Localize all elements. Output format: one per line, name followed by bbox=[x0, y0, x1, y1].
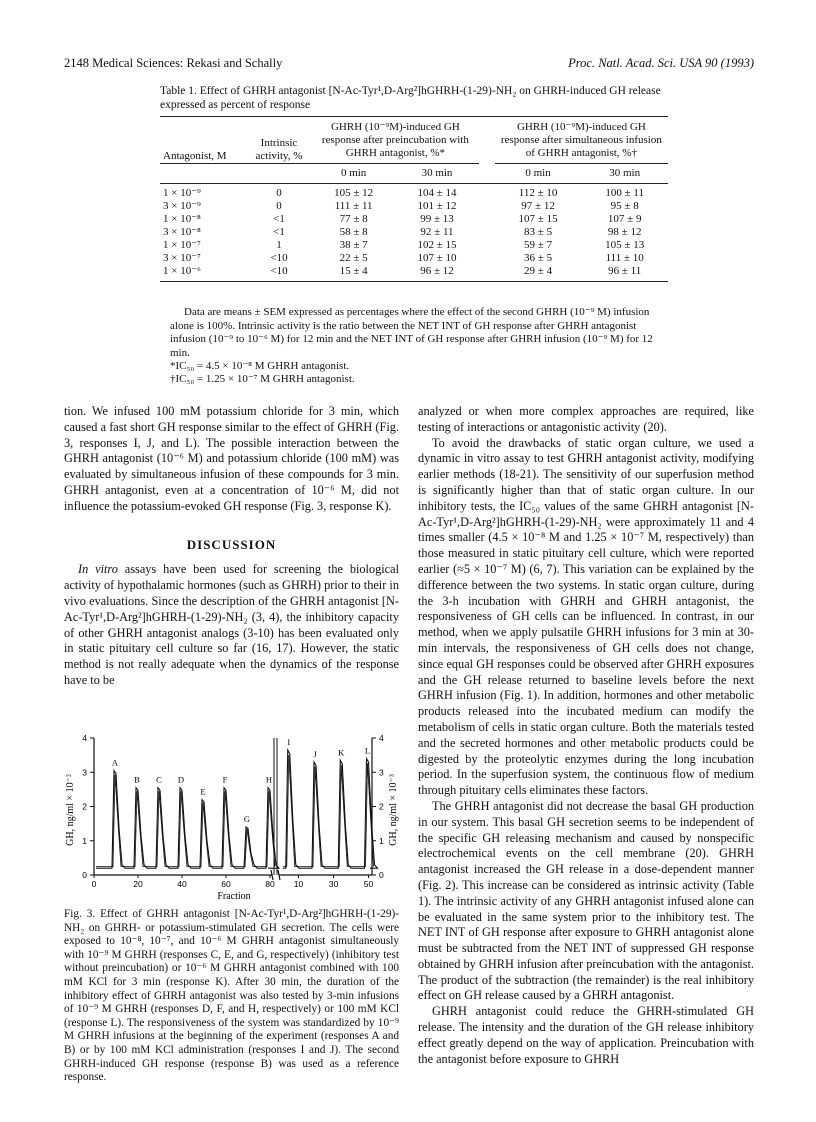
table-cell: 105 ± 13 bbox=[605, 238, 645, 251]
col-antagonist: Antagonist, M bbox=[160, 117, 246, 164]
table-cell: 105 ± 12 bbox=[334, 186, 374, 199]
sub-30min: 30 min bbox=[581, 164, 668, 184]
table-cell: 92 ± 11 bbox=[420, 225, 454, 238]
x-tick-label: 40 bbox=[177, 879, 187, 889]
y-tick-label: 0 bbox=[379, 870, 384, 880]
y-tick-label: 3 bbox=[82, 767, 87, 778]
x-tick-label: 20 bbox=[133, 879, 143, 889]
table-cell: <10 bbox=[270, 251, 288, 264]
peak-label: F bbox=[222, 774, 228, 785]
table-spacer bbox=[479, 226, 495, 239]
table-cell: 107 ± 9 bbox=[607, 212, 642, 225]
table-cell: 1 × 10⁻⁷ bbox=[163, 238, 201, 251]
y-tick-label: 1 bbox=[379, 835, 384, 846]
y-tick-label: 1 bbox=[82, 835, 87, 846]
table-cell: 77 ± 8 bbox=[339, 212, 368, 225]
peak-label: I bbox=[287, 736, 291, 747]
sub-30min: 30 min bbox=[395, 164, 479, 184]
peak-label: L bbox=[364, 745, 371, 756]
table-cell: 102 ± 15 bbox=[417, 238, 457, 251]
table-row bbox=[160, 213, 668, 226]
table-caption: Table 1. Effect of GHRH antagonist [N-Ac-Tyr¹,D-Arg²]hGHRH-(1-29)-NH₂ on GHRH-induced GH release expressed as percent of response bbox=[160, 85, 661, 111]
sub-0min: 0 min bbox=[495, 164, 582, 184]
peak-label: C bbox=[156, 774, 162, 785]
header-left: 2148 Medical Sciences: Rekasi and Schally bbox=[64, 56, 283, 70]
paragraph: tion. We infused 100 mM potassium chloride for 3 min, which caused a fast short GH response similar to the effect of GHRH (Fig. 3, responses I, J, and L). The possible interaction between the GHRH antagonist (10⁻⁶ M) and potassium chloride (100 mM) was evaluated by simultaneous infusion of these compounds for 3 min. GHRH antagonist, even at a concentration of 10⁻⁶ M, did not influence the potassium-evoked GH response (Fig. 3, response K). bbox=[64, 404, 399, 513]
chart-group bbox=[65, 733, 399, 900]
table-cell: <10 bbox=[246, 265, 312, 282]
table-cell: 15 ± 4 bbox=[312, 265, 395, 282]
x-tick-label: 50 bbox=[363, 879, 374, 889]
table-cell: 96 ± 12 bbox=[395, 265, 479, 282]
table-cell: 107 ± 15 bbox=[518, 212, 558, 225]
figure-caption: Fig. 3. Effect of GHRH antagonist [N-Ac-Tyr¹,D-Arg²]hGHRH-(1-29)-NH₂ on GHRH- or potassium-stimulated GH secretion. The cells were exposed to 10⁻⁸, 10⁻⁷, and 10⁻⁶ M GHRH antagonist simultaneously with 10⁻⁹ M GHRH (responses C, E, and G, respectively) (inhibitory test without preincubation) or 10⁻⁶ M GHRH antagonist combined with 100 mM KCl for 3 min (response K). After 30 min, the duration of the inhibitory effect of GHRH antagonist was also tested by 3-min infusions of 10⁻⁹ M GHRH (responses D, F, and H, respectively) or 100 mM KCl (response L). The responsiveness of the system was standardized by 10⁻⁹ M GHRH infusions at the beginning of the experiment (responses A and B) or by 100 mM KCl administration (responses I and J). The second GHRH-induced GH response (response B) was used as a reference response. bbox=[64, 908, 399, 1084]
table-1 bbox=[160, 116, 668, 282]
table-cell: 3 × 10⁻⁸ bbox=[163, 225, 201, 238]
table-cell: 3 × 10⁻⁷ bbox=[163, 251, 201, 264]
figure-3-chart bbox=[64, 730, 404, 900]
table-cell: 0 bbox=[276, 199, 282, 212]
table-cell: 111 ± 10 bbox=[605, 251, 644, 264]
peak-label: E bbox=[200, 786, 206, 797]
y-axis-label-right: GH, ng/ml × 10⁻³ bbox=[388, 774, 399, 846]
series-line-inner-right bbox=[283, 755, 374, 867]
y-axis-label-left: GH, ng/ml × 10⁻² bbox=[65, 774, 76, 846]
right-column bbox=[418, 404, 754, 1067]
x-tick-label: 10 bbox=[293, 879, 304, 889]
table-cell: 0 bbox=[276, 186, 282, 199]
table-cell: 104 ± 14 bbox=[417, 186, 457, 199]
table-row bbox=[160, 200, 668, 213]
table-cell: 1 × 10⁻⁹ bbox=[163, 186, 201, 199]
table-cell: 96 ± 11 bbox=[581, 265, 668, 282]
table-cell: 99 ± 13 bbox=[420, 212, 454, 225]
x-tick-label: 60 bbox=[221, 879, 231, 889]
y-tick-label: 4 bbox=[82, 733, 87, 743]
peak-label: H bbox=[265, 774, 273, 785]
y-tick-label: 4 bbox=[379, 733, 384, 743]
table-cell: <1 bbox=[273, 225, 285, 238]
peak-label: G bbox=[243, 814, 251, 825]
table-cell: 22 ± 5 bbox=[339, 251, 368, 264]
table-cell: 38 ± 7 bbox=[339, 238, 368, 251]
table-spacer bbox=[479, 183, 495, 200]
paragraph: analyzed or when more complex approaches are required, like testing of interactions or antagonistic activity (20). bbox=[418, 404, 754, 434]
x-tick-label: 80 bbox=[265, 879, 275, 889]
paragraph: The GHRH antagonist did not decrease the basal GH production in our system. This basal GH secretion seems to be independent of the specific GH releasing mechanism and caused by nonspecific electrochemical events on the cell membrane (20). GHRH antagonist increased the GH release in a dose-dependent manner (Fig. 2). This increase can be considered as intrinsic activity (Table 1). The intrinsic activity of any GHRH antagonist infused alone can be evaluated in the same system prior to the inhibitory test. The NET INT of GH response after exposure to GHRH antagonist alone must be subtracted from the NET INT of suppressed GH response obtained by GHRH infusion after preincubation with the antagonist. The product of the subtraction (the remainder) is the real inhibitory effect on GH release caused by a GHRH antagonist. bbox=[418, 798, 754, 1003]
series-line-right bbox=[283, 750, 378, 868]
table-cell: <1 bbox=[273, 212, 285, 225]
x-tick-label: 30 bbox=[328, 879, 339, 889]
peak-label: B bbox=[134, 774, 140, 785]
table-cell: 1 × 10⁻⁸ bbox=[163, 212, 201, 225]
table-cell: 3 × 10⁻⁹ bbox=[163, 199, 201, 212]
table-cell: 1 × 10⁻⁶ bbox=[160, 265, 246, 282]
table-cell: 36 ± 5 bbox=[524, 251, 553, 264]
paragraph: GHRH antagonist could reduce the GHRH-stimulated GH release. The intensity and the duration of the GH release inhibitory effect greatly depend on the way of application. Preincubation with the antagonist before exposure to GHRH bbox=[418, 1004, 754, 1066]
table-cell: 111 ± 11 bbox=[334, 199, 373, 212]
table-cell: 100 ± 11 bbox=[605, 186, 644, 199]
paragraph: In vitro assays have been used for screening the biological activity of hypothalamic hormones (such as GHRH) prior to their in vivo evaluations. Since the description of the GHRH antagonist [N-Ac-Tyr¹,D-Arg²]hGHRH-(1-29)-NH₂ (3, 4), the inhibitory capacity of other GHRH antagonist analogs (3-10) has been evaluated only in static pituitary cell culture so far (16, 17). However, the static method is not really adequate when the dynamics of the response have to be bbox=[64, 562, 399, 687]
table-cell: 83 ± 5 bbox=[524, 225, 553, 238]
peak-label: D bbox=[177, 774, 185, 785]
peak-label: K bbox=[338, 747, 345, 758]
y-tick-label: 2 bbox=[82, 801, 87, 812]
running-header bbox=[64, 56, 754, 74]
section-heading: DISCUSSION bbox=[186, 536, 277, 552]
paragraph: To avoid the drawbacks of static organ culture, we used a dynamic in vitro assay to test GHRH antagonist activity, modifying earlier methods (18-21). The sensitivity of our superfusion method is significantly higher than that of static organ culture. In our inhibitory tests, the IC₅₀ values of the same GHRH antagonist [N-Ac-Tyr¹,D-Arg²]hGHRH-(1-29)-NH₂ were approximately 11 and 4 times smaller (4.5 × 10⁻⁸ M and 1.25 × 10⁻⁷ M, respectively) than those measured in static pituitary cell culture, which were reported earlier (≈5 × 10⁻⁷ M) (6, 7). This variation can be explained by the difference between the two systems. In static organ culture, during the 3-h incubation with GHRH and GHRH antagonist, the responsiveness of GH cells can be influenced. In contrast, in our method, when we apply pulsatile GHRH infusions for 3 min at 30-min intervals, the responsiveness of GH cells does not change, since equal GH responses could be observed after GHRH exposures and the GH release returned to baseline levels before the next GHRH infusion (Fig. 1). In addition, hormones and other metabolic products released into the incubated medium can modify the metabolism of cells in static organ culture. Both the materials tested and the secreted hormones and other metabolic products could be digested by the proteolytic enzymes during the long incubation period. In the superfusion system, the continuous flow of medium through pituitary cells eliminates these factors. bbox=[418, 435, 754, 798]
table-cell: 29 ± 4 bbox=[495, 265, 582, 282]
table-cell: 107 ± 10 bbox=[417, 251, 457, 264]
table-cell: 59 ± 7 bbox=[524, 238, 553, 251]
header-right: Proc. Natl. Acad. Sci. USA 90 (1993) bbox=[568, 56, 754, 70]
table-row bbox=[160, 265, 668, 282]
table-spacer bbox=[479, 265, 495, 282]
table-cell: 95 ± 8 bbox=[610, 199, 639, 212]
x-tick-label: 0 bbox=[91, 879, 97, 889]
table-row bbox=[160, 239, 668, 252]
table-row bbox=[160, 252, 668, 265]
col-group-preincubation: GHRH (10⁻⁹M)-induced GH response after preincubation with GHRH antagonist, %* bbox=[312, 117, 479, 164]
table-row bbox=[160, 226, 668, 239]
col-intrinsic: Intrinsic activity, % bbox=[246, 117, 312, 164]
table-cell: 97 ± 12 bbox=[521, 199, 555, 212]
table-footnote-star: *IC₅₀ = 4.5 × 10⁻⁸ M GHRH antagonist. bbox=[170, 360, 350, 372]
table-footnote-dagger: †IC₅₀ = 1.25 × 10⁻⁷ M GHRH antagonist. bbox=[170, 373, 355, 385]
col-group-simultaneous: GHRH (10⁻⁹M)-induced GH response after simultaneous infusion of GHRH antagonist, %† bbox=[495, 117, 668, 164]
table-cell: 101 ± 12 bbox=[417, 199, 457, 212]
y-tick-label: 0 bbox=[82, 870, 87, 880]
table-cell: 98 ± 12 bbox=[607, 225, 642, 238]
x-axis-label: Fraction bbox=[217, 891, 251, 900]
series-line-left bbox=[96, 771, 279, 869]
table-row bbox=[160, 183, 668, 200]
table-spacer bbox=[479, 213, 495, 226]
table-spacer bbox=[479, 239, 495, 252]
table-spacer bbox=[479, 200, 495, 213]
table-footnote: Data are means ± SEM expressed as percentages where the effect of the second GHRH (10⁻⁹ M) infusion alone is 100%. Intrinsic activity is the ratio between the NET INT of GH response after GHRH antagonist infusion (10⁻⁹ to 10⁻⁶ M) for 12 min and the NET INT of GH response after GHRH infusion (10⁻⁹ M) for 12 min. bbox=[170, 306, 653, 359]
table-spacer bbox=[479, 252, 495, 265]
sub-0min: 0 min bbox=[312, 164, 395, 184]
peak-label: J bbox=[313, 748, 317, 759]
peak-label: A bbox=[111, 757, 119, 768]
table-cell: 112 ± 10 bbox=[518, 186, 558, 199]
y-tick-label: 3 bbox=[379, 767, 384, 778]
table-cell: 1 bbox=[276, 238, 282, 251]
table-cell: 58 ± 8 bbox=[339, 225, 368, 238]
y-tick-label: 2 bbox=[379, 801, 384, 812]
left-column bbox=[64, 404, 399, 689]
